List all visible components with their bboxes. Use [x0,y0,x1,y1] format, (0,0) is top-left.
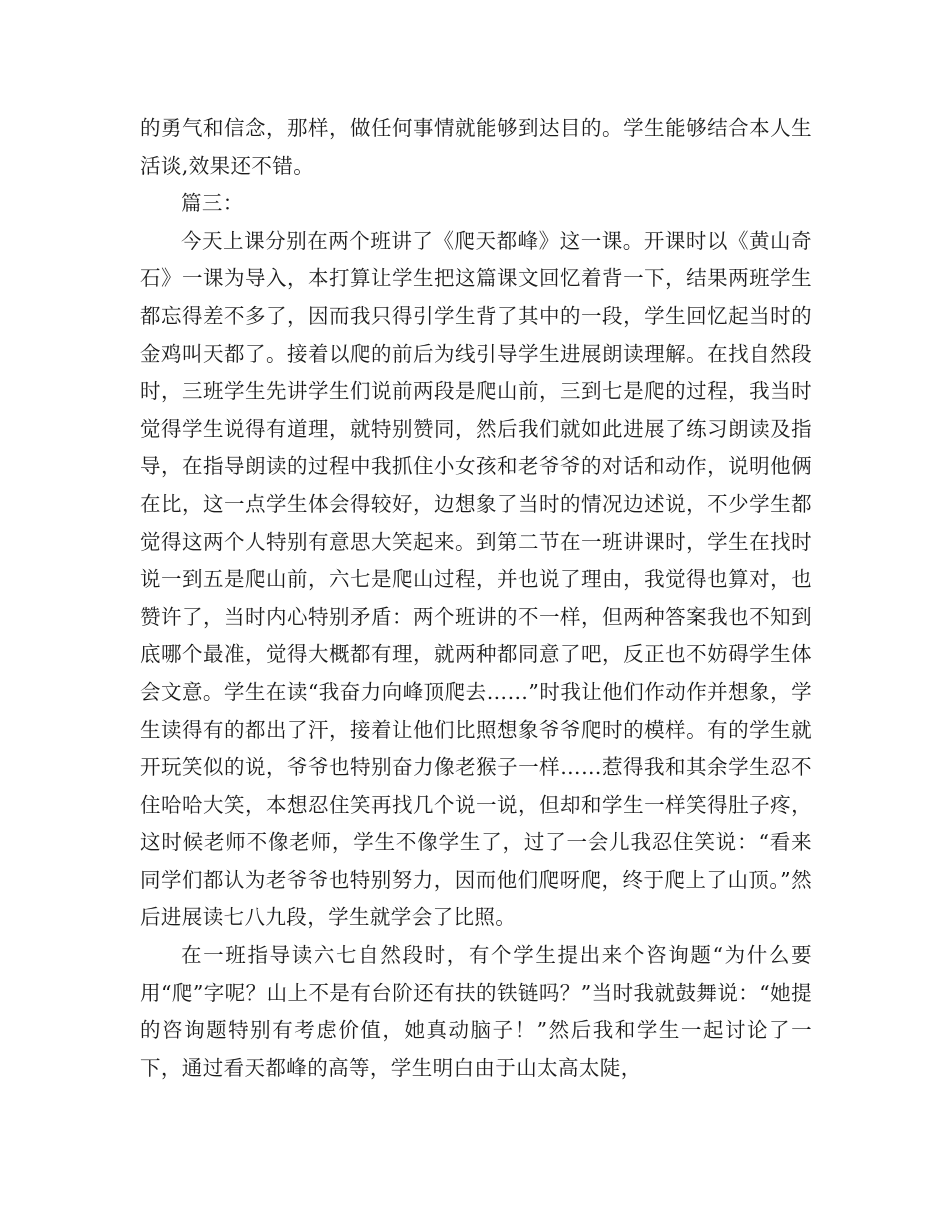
section-heading: 篇三： [181,191,244,216]
paragraph-followup: 在一班指导读六七自然段时，有个学生提出来个咨询题“为什么要用“爬”字呢？山上不是有台阶还有扶的铁链吗？”当时我就鼓舞说：“她提的咨询题特别有考虑价值，她真动脑子！”然后我和学生一起讨论了一下，通过看天都峰的高等，学生明白由于山太高太陡， [140,943,812,1080]
paragraph-continuation: 的勇气和信念，那样，做任何事情就能够到达目的。学生能够结合本人生活谈,效果还不错。 [140,116,812,178]
paragraph-main: 今天上课分别在两个班讲了《爬天都峰》这一课。开课时以《黄山奇石》一课为导入，本打算让学生把这篇课文回忆着背一下，结果两班学生都忘得差不多了，因而我只得引学生背了其中的一段，学生回忆起当时的金鸡叫天都了。接着以爬的前后为线引导学生进展朗读理解。在找自然段时，三班学生先讲学生们说前两段是爬山前，三到七是爬的过程，我当时觉得学生说得有道理，就特别赞同，然后我们就如此进展了练习朗读及指导，在指导朗读的过程中我抓住小女孩和老爷爷的对话和动作，说明他俩在比，这一点学生体会得较好，边想象了当时的情况边述说，不少学生都觉得这两个人特别有意思大笑起来。到第二节在一班讲课时，学生在找时说一到五是爬山前，六七是爬山过程，并也说了理由，我觉得也算对，也赞许了，当时内心特别矛盾：两个班讲的不一样，但两种答案我也不知到底哪个最准，觉得大概都有理，就两种都同意了吧，反正也不妨碍学生体会文意。学生在读“我奋力向峰顶爬去……”时我让他们作动作并想象，学生读得有的都出了汗，接着让他们比照想象爷爷爬时的模样。有的学生就开玩笑似的说，爷爷也特别奋力像老猴子一样……惹得我和其余学生忍不住哈哈大笑，本想忍住笑再找几个说一说，但却和学生一样笑得肚子疼，这时候老师不像老师，学生不像学生了，过了一会儿我忍住笑说：“看来同学们都认为老爷爷也特别努力，因而他们爬呀爬，终于爬上了山顶。”然后进展读七八九段，学生就学会了比照。 [140,228,812,930]
document-body [140,110,812,1087]
